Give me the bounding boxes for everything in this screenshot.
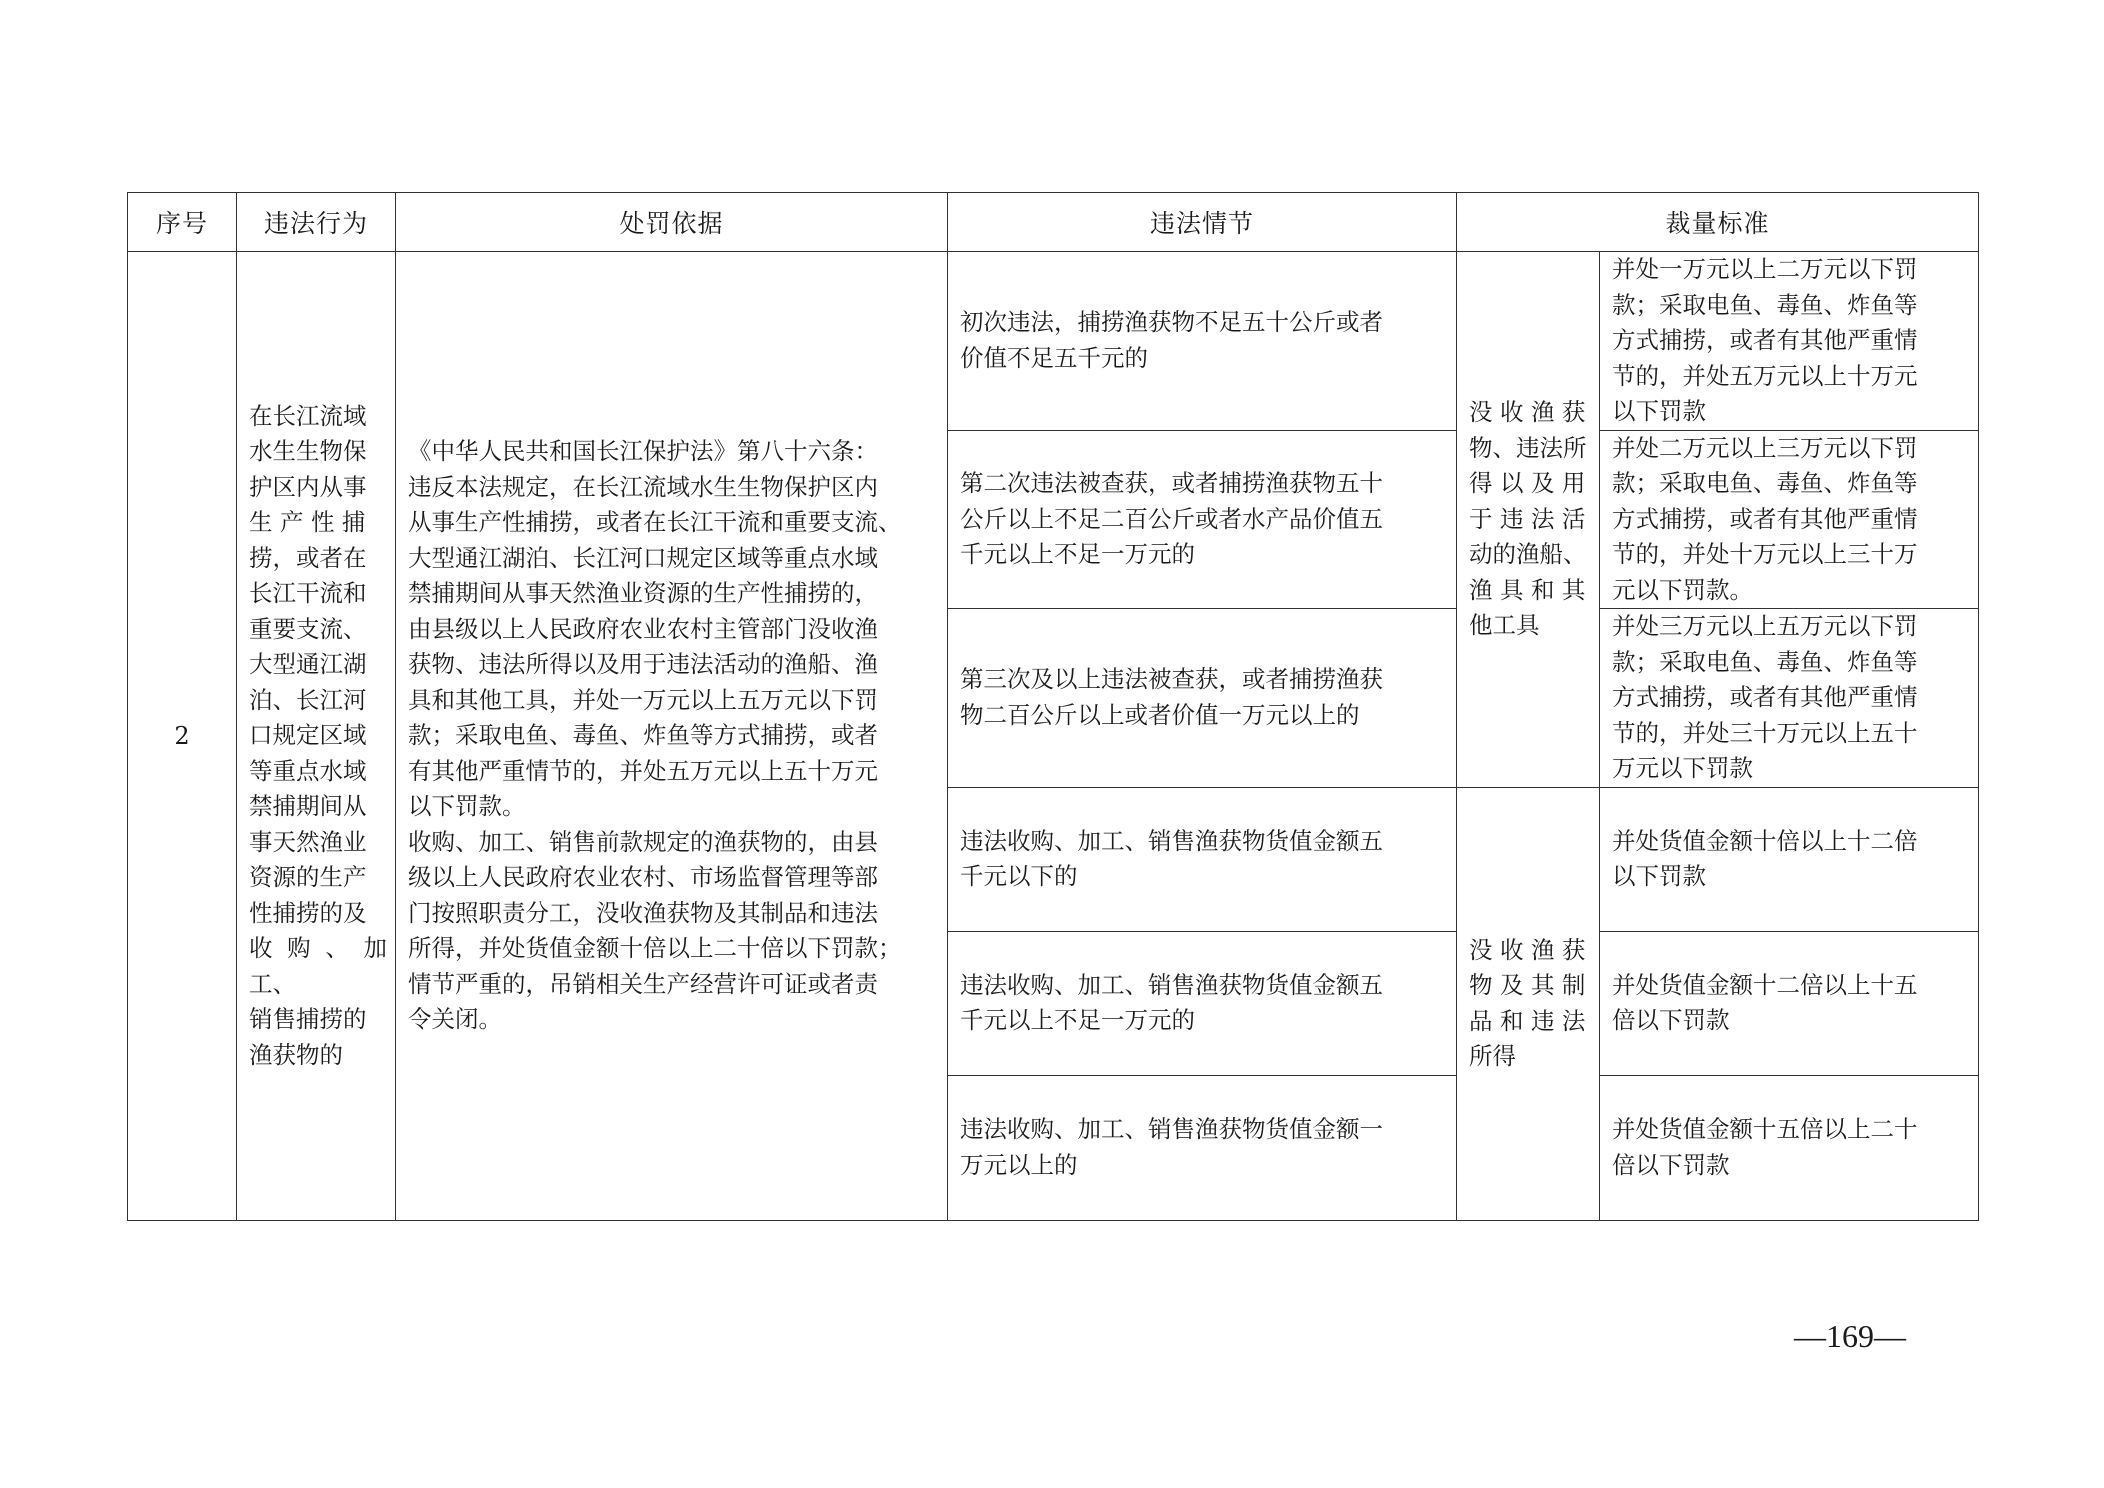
circumstance-text: 违法收购、加工、销售渔获物货值金额五 千元以下的 [960, 826, 1383, 890]
penalty-standard-table [127, 192, 1979, 1221]
circumstance-cell [948, 787, 1457, 931]
table-row [128, 252, 1979, 431]
penalty-cell [1600, 1075, 1979, 1220]
header-index: 序号 [128, 193, 237, 252]
circumstance-cell [948, 609, 1457, 788]
penalty-cell [1600, 931, 1979, 1075]
circumstance-cell [948, 1075, 1457, 1220]
circumstance-text: 第三次及以上违法被查获，或者捕捞渔获 物二百公斤以上或者价值一万元以上的 [960, 665, 1383, 729]
penalty-text: 并处货值金额十二倍以上十五 倍以下罚款 [1612, 970, 1918, 1034]
circumstance-cell [948, 252, 1457, 431]
penalty-cell [1600, 430, 1979, 609]
header-basis: 处罚依据 [396, 193, 948, 252]
circumstance-cell [948, 430, 1457, 609]
confiscate-cell [1457, 252, 1600, 788]
basis-cell [396, 252, 948, 1221]
confiscate-text: 没 收 渔 获 物、违法所 得 以 及 用 于 违 法 活 动的渔船、 渔 具 和 其 他工具 [1469, 398, 1587, 639]
confiscate-cell [1457, 787, 1600, 1220]
basis-text: 《中华人民共和国长江保护法》第八十六条： 违反本法规定，在长江流域水生生物保护区内 从事生产性捕捞，或者在长江干流和重要支流、 大型通江湖泊、长江河口规定区域等重点水域 禁捕期间从事天然渔业资源的生产性捕捞的， 由县级以上人民政府农业农村主管部门没收渔 获物、违法所得以及用于违法活动的渔船、渔 具和其他工具，并处一万元以上五万元以下罚 款；采取电鱼、毒鱼、炸鱼等方式捕捞，或者 有其他严重情节的，并处五万元以上五十万元 以下罚款。 收购、加工、销售前款规定的渔获物的，由县 级以上人民政府农业农村、市场监督管理等部 门按照职责分工，没收渔获物及其制品和违法 所得，并处货值金额十倍以上二十倍以下罚款； 情节严重的，吊销相关生产经营许可证或者责 令关闭。 [408, 437, 902, 1033]
violation-cell [237, 252, 396, 1221]
circumstance-text: 违法收购、加工、销售渔获物货值金额一 万元以上的 [960, 1115, 1383, 1179]
circumstance-text: 第二次违法被查获，或者捕捞渔获物五十 公斤以上不足二百公斤或者水产品价值五 千元以上不足一万元的 [960, 469, 1383, 568]
penalty-text: 并处三万元以上五万元以下罚 款；采取电鱼、毒鱼、炸鱼等 方式捕捞，或者有其他严重情 节的，并处三十万元以上五十 万元以下罚款 [1612, 612, 1918, 782]
penalty-cell [1600, 787, 1979, 931]
header-circumstance: 违法情节 [948, 193, 1457, 252]
header-standard: 裁量标准 [1457, 193, 1979, 252]
row-index: 2 [128, 252, 237, 1221]
penalty-cell [1600, 609, 1979, 788]
circumstance-text: 违法收购、加工、销售渔获物货值金额五 千元以上不足一万元的 [960, 970, 1383, 1034]
penalty-text: 并处二万元以上三万元以下罚 款；采取电鱼、毒鱼、炸鱼等 方式捕捞，或者有其他严重情 节的，并处十万元以上三十万 元以下罚款。 [1612, 433, 1918, 604]
header-row [128, 193, 1979, 252]
confiscate-text: 没 收 渔 获 物 及 其 制 品 和 违 法 所得 [1469, 935, 1586, 1070]
penalty-cell [1600, 252, 1979, 431]
page-number: —169— [1794, 1318, 1906, 1354]
penalty-text: 并处货值金额十倍以上十二倍 以下罚款 [1612, 826, 1918, 890]
circumstance-text: 初次违法，捕捞渔获物不足五十公斤或者 价值不足五千元的 [960, 308, 1383, 372]
header-violation: 违法行为 [237, 193, 396, 252]
circumstance-cell [948, 931, 1457, 1075]
violation-text: 在长江流域 水生生物保 护区内从事 生 产 性 捕 捞，或者在 长江干流和 重要支流、 大型通江湖 泊、长江河 口规定区域 等重点水域 禁捕期间从 事天然渔业 资源的生产 性捕捞的及 收购、加工、 销售捕捞的 渔获物的 [249, 401, 387, 1069]
penalty-text: 并处货值金额十五倍以上二十 倍以下罚款 [1612, 1115, 1918, 1179]
penalty-text: 并处一万元以上二万元以下罚 款；采取电鱼、毒鱼、炸鱼等 方式捕捞，或者有其他严重情 节的，并处五万元以上十万元 以下罚款 [1612, 255, 1918, 425]
